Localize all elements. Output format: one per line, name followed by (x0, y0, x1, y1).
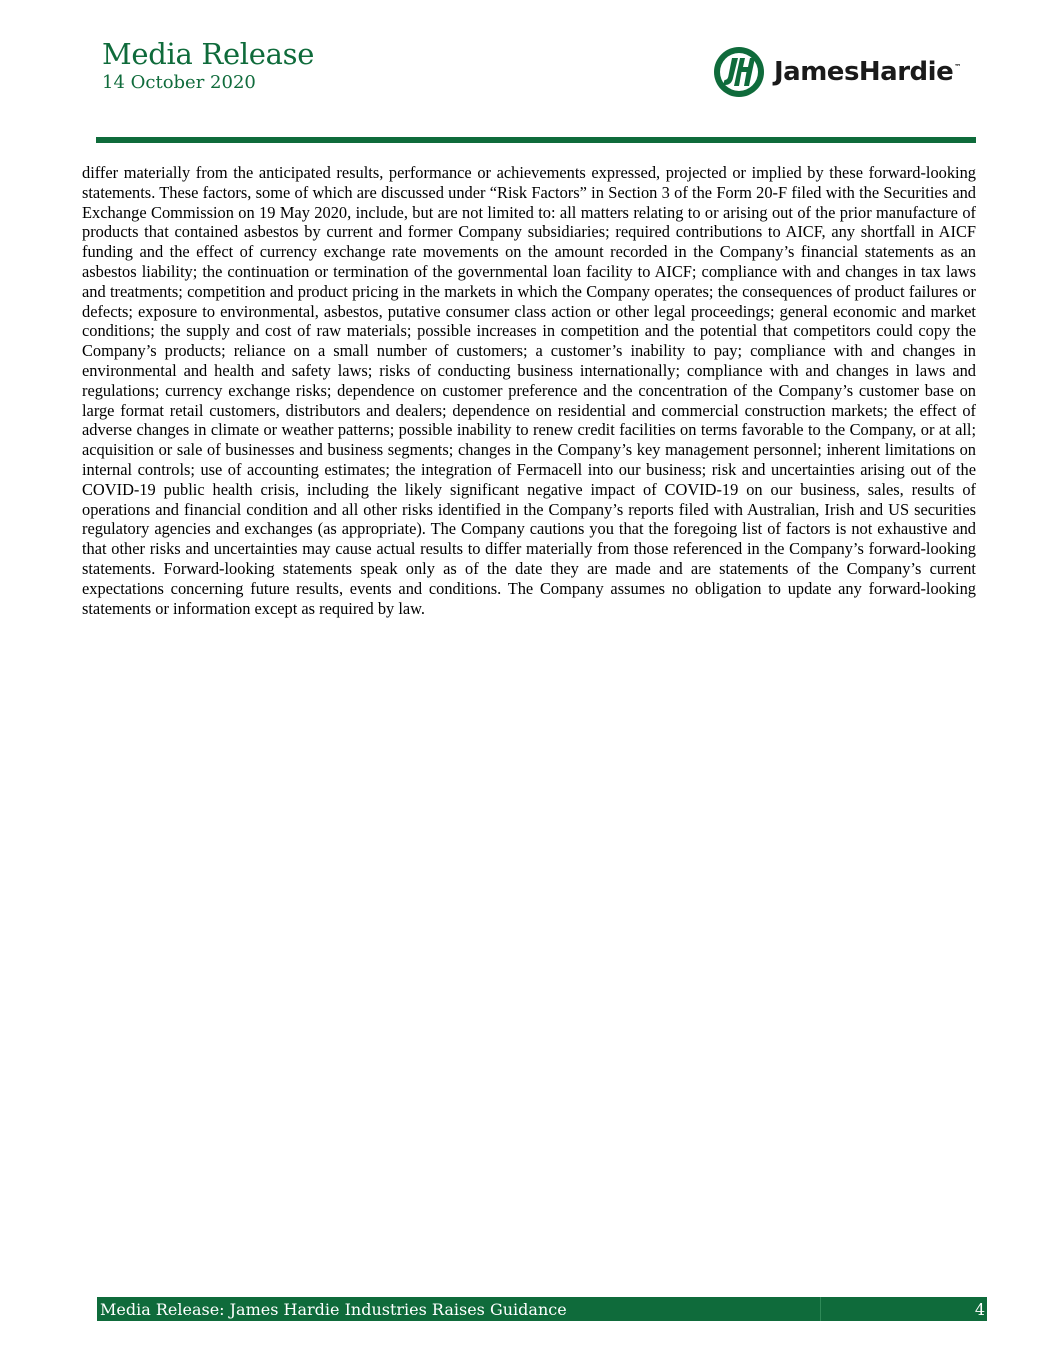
footer-bar (97, 1297, 987, 1321)
footer-title: Media Release: James Hardie Industries Raises Guidance (100, 1300, 567, 1319)
trademark-symbol: ™ (954, 63, 961, 71)
page-number: 4 (974, 1300, 985, 1319)
release-date: 14 October 2020 (102, 72, 256, 93)
page-title: Media Release (102, 37, 315, 71)
footer-divider (820, 1297, 821, 1321)
body-paragraph: differ materially from the anticipated results, performance or achievements expressed, projected or implied by these forward-looking statements. These factors, some of which are discussed under “Risk Factors” in Section 3 of the Form 20-F filed with the Securities and Exchange Commission on 19 May 2020, include, but are not limited to: all matters relating to or arising out of the prior manufacture of products that contained asbestos by current and former Company subsidiaries; required contributions to AICF, any shortfall in AICF funding and the effect of currency exchange rate movements on the amount recorded in the Company’s financial statements as an asbestos liability; the continuation or termination of the governmental loan facility to AICF; compliance with and changes in tax laws and treatments; competition and product pricing in the markets in which the Company operates; the consequences of product failures or defects; exposure to environmental, asbestos, putative consumer class action or other legal proceedings; general economic and market conditions; the supply and cost of raw materials; possible increases in competition and the potential that competitors could copy the Company’s products; reliance on a small number of customers; a customer’s inability to pay; compliance with and changes in environmental and health and safety laws; risks of conducting business internationally; compliance with and changes in laws and regulations; currency exchange risks; dependence on customer preference and the concentration of the Company’s customer base on large format retail customers, distributors and dealers; dependence on residential and commercial construction markets; the effect of adverse changes in climate or weather patterns; possible inability to renew credit facilities on terms favorable to the Company, or at all; acquisition or sale of businesses and business segments; changes in the Company’s key management personnel; inherent limitations on internal controls; use of accounting estimates; the integration of Fermacell into our business; risk and uncertainties arising out of the COVID-19 public health crisis, including the likely significant negative impact of COVID-19 on our business, sales, results of operations and financial condition and all other risks identified in the Company’s reports filed with Australian, Irish and US securities regulatory agencies and exchanges (as appropriate). The Company cautions you that the foregoing list of factors is not exhaustive and that other risks and uncertainties may cause actual results to differ materially from those referenced in the Company’s forward-looking statements. Forward-looking statements speak only as of the date they are made and are statements of the Company’s current expectations concerning future results, events and conditions. The Company assumes no obligation to update any forward-looking statements or information except as required by law. (82, 163, 976, 618)
header-divider (96, 137, 976, 143)
company-logo (712, 44, 972, 100)
logo-wordmark: JamesHardie™ (774, 57, 961, 87)
jh-monogram-icon (712, 45, 766, 99)
